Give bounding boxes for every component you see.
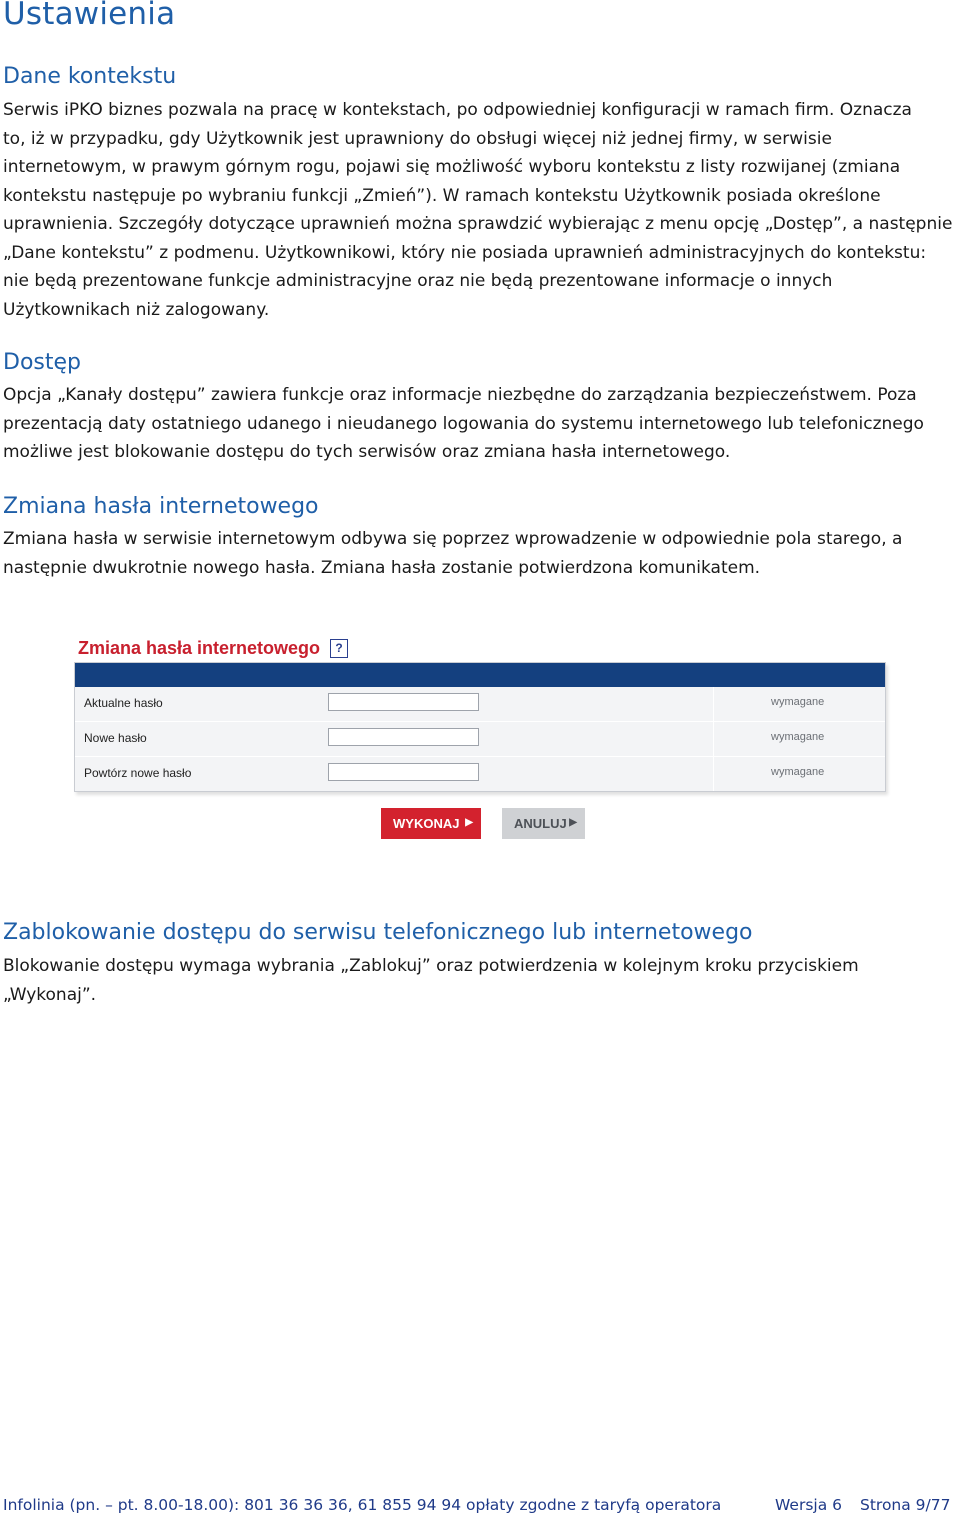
block-paragraph — [3, 952, 953, 1009]
paragraph-line: nie będą prezentowane funkcje administracyjne oraz nie będą prezentowane informacje o innych — [3, 271, 833, 291]
section-heading-context: Dane kontekstu — [3, 64, 177, 89]
required-note: wymagane — [771, 731, 825, 743]
paragraph-line: możliwe jest blokowanie dostępu do tych serwisów oraz zmiana hasła internetowego. — [3, 442, 731, 462]
paragraph-line: Blokowanie dostępu wymaga wybrania „Zablokuj” oraz potwierdzenia w kolejnym kroku przyciskiem — [3, 956, 859, 976]
paragraph-line: Opcja „Kanały dostępu” zawiera funkcje oraz informacje niezbędne do zarządzania bezpieczeństwem. Poza — [3, 385, 917, 405]
form-title-bar — [78, 636, 348, 660]
form-panel — [74, 662, 886, 792]
section-heading-password: Zmiana hasła internetowego — [3, 494, 319, 519]
repeat-password-input[interactable] — [328, 763, 479, 781]
footer-page-number: Strona 9/77 — [860, 1496, 951, 1514]
paragraph-line: Użytkownikach niż zalogowany. — [3, 299, 270, 320]
paragraph-line: kontekstu następuje po wybraniu funkcji „Zmień”). W ramach kontekstu Użytkownik posiada określone — [3, 185, 881, 206]
page-footer — [3, 1496, 953, 1518]
form-row-current-password — [75, 687, 885, 722]
caret-right-icon: ▶ — [465, 817, 473, 828]
paragraph-line: uprawnienia. Szczegóły dotyczące uprawnień można sprawdzić wybierając z menu opcję „Dostęp”, a następnie — [3, 214, 953, 234]
paragraph-line: Zmiana hasła w serwisie internetowym odbywa się poprzez wprowadzenie w odpowiednie pola starego, a — [3, 529, 903, 549]
form-title: Zmiana hasła internetowego — [78, 637, 321, 658]
help-icon[interactable]: ? — [330, 639, 348, 658]
execute-button-label: WYKONAJ — [393, 816, 460, 831]
paragraph-line: następnie dwukrotnie nowego hasła. Zmiana hasła zostanie potwierdzona komunikatem. — [3, 557, 761, 578]
paragraph-line: „Wykonaj”. — [3, 984, 97, 1005]
required-cell — [713, 757, 886, 791]
required-note: wymagane — [771, 766, 825, 778]
access-paragraph — [3, 381, 953, 467]
paragraph-line: „Dane kontekstu” z podmenu. Użytkownikowi, który nie posiada uprawnień administracyjnych do kontekstu: — [3, 242, 927, 263]
page-title: Ustawienia — [3, 0, 176, 32]
footer-hotline: Infolinia (pn. – pt. 8.00-18.00): 801 36 36 36, 61 855 94 94 opłaty zgodne z taryfą operatora — [3, 1496, 722, 1514]
current-password-label: Aktualne hasło — [84, 696, 163, 710]
paragraph-line: Serwis iPKO biznes pozwala na pracę w kontekstach, po odpowiedniej konfiguracji w ramach firm. Oznacza — [3, 100, 912, 120]
password-change-form-screenshot — [74, 628, 888, 843]
form-row-repeat-password — [75, 757, 885, 791]
form-header-bar — [75, 663, 885, 687]
current-password-input[interactable] — [328, 693, 479, 711]
paragraph-line: prezentacją daty ostatniego udanego i nieudanego logowania do systemu internetowego lub telefonicznego — [3, 413, 924, 434]
form-row-new-password — [75, 722, 885, 757]
footer-version: Wersja 6 — [775, 1496, 842, 1514]
cancel-button[interactable] — [502, 808, 585, 839]
new-password-label: Nowe hasło — [84, 731, 147, 745]
paragraph-line: internetowym, w prawym górnym rogu, pojawi się możliwość wyboru kontekstu z listy rozwijanej (zmiana — [3, 157, 901, 177]
paragraph-line: to, iż w przypadku, gdy Użytkownik jest uprawniony do obsługi więcej niż jednej firmy, w serwisie — [3, 128, 832, 149]
new-password-input[interactable] — [328, 728, 479, 746]
section-heading-access: Dostęp — [3, 350, 81, 375]
execute-button[interactable] — [381, 808, 481, 839]
cancel-button-label: ANULUJ — [514, 816, 567, 831]
repeat-password-label: Powtórz nowe hasło — [84, 766, 192, 780]
caret-right-icon: ▶ — [569, 817, 577, 828]
required-cell — [713, 722, 886, 756]
section-heading-block: Zablokowanie dostępu do serwisu telefonicznego lub internetowego — [3, 920, 753, 945]
required-note: wymagane — [771, 696, 825, 708]
required-cell — [713, 687, 886, 721]
context-paragraph — [3, 96, 953, 324]
password-paragraph — [3, 525, 953, 582]
